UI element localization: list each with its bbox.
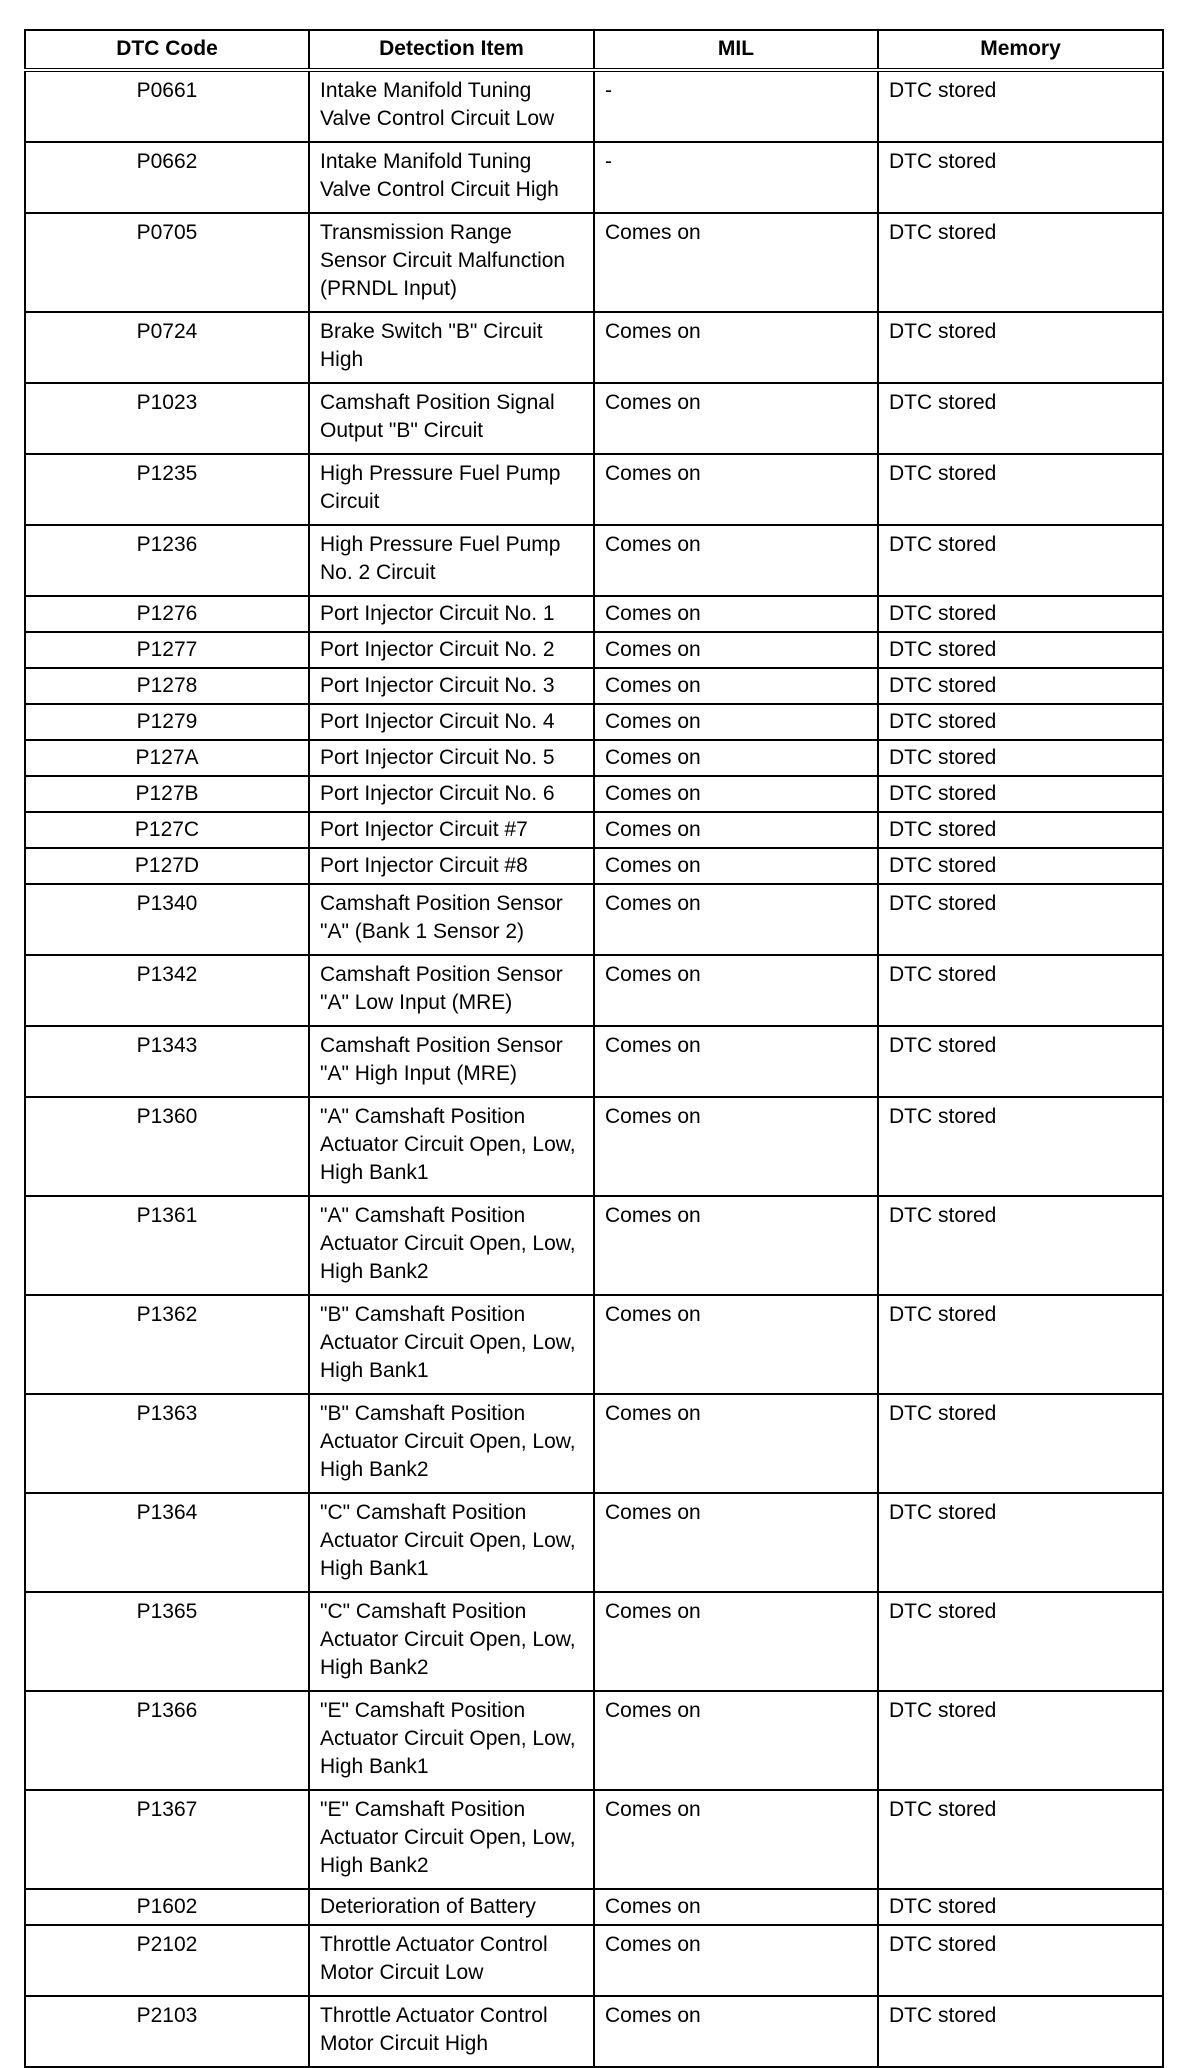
memory-cell: DTC stored bbox=[878, 1592, 1163, 1691]
memory-cell: DTC stored bbox=[878, 1295, 1163, 1394]
memory-cell: DTC stored bbox=[878, 1493, 1163, 1592]
mil-cell: Comes on bbox=[594, 776, 878, 812]
dtc-code-cell: P1366 bbox=[25, 1691, 309, 1790]
dtc-code-cell: P1235 bbox=[25, 454, 309, 525]
memory-cell: DTC stored bbox=[878, 596, 1163, 632]
dtc-code-cell: P1279 bbox=[25, 704, 309, 740]
detection-item-cell: "A" Camshaft Position Actuator Circuit Open, Low, High Bank1 bbox=[309, 1097, 594, 1196]
header-mil: MIL bbox=[594, 30, 878, 70]
mil-cell: Comes on bbox=[594, 1196, 878, 1295]
memory-cell: DTC stored bbox=[878, 1889, 1163, 1925]
table-row bbox=[25, 1493, 1163, 1592]
detection-item-cell: "B" Camshaft Position Actuator Circuit Open, Low, High Bank2 bbox=[309, 1394, 594, 1493]
memory-cell: DTC stored bbox=[878, 1996, 1163, 2067]
detection-item-cell: Port Injector Circuit No. 4 bbox=[309, 704, 594, 740]
table-row bbox=[25, 1925, 1163, 1996]
dtc-code-cell: P1363 bbox=[25, 1394, 309, 1493]
table-header bbox=[25, 30, 1163, 70]
dtc-code-cell: P127B bbox=[25, 776, 309, 812]
mil-cell: Comes on bbox=[594, 1394, 878, 1493]
table-row bbox=[25, 776, 1163, 812]
table-row bbox=[25, 1295, 1163, 1394]
memory-cell: DTC stored bbox=[878, 812, 1163, 848]
detection-item-cell: "C" Camshaft Position Actuator Circuit Open, Low, High Bank2 bbox=[309, 1592, 594, 1691]
detection-item-cell: Deterioration of Battery bbox=[309, 1889, 594, 1925]
memory-cell: DTC stored bbox=[878, 142, 1163, 213]
memory-cell: DTC stored bbox=[878, 1097, 1163, 1196]
dtc-code-cell: P1340 bbox=[25, 884, 309, 955]
dtc-code-cell: P2103 bbox=[25, 1996, 309, 2067]
dtc-code-cell: P1602 bbox=[25, 1889, 309, 1925]
mil-cell: - bbox=[594, 142, 878, 213]
table-row bbox=[25, 312, 1163, 383]
memory-cell: DTC stored bbox=[878, 312, 1163, 383]
detection-item-cell: Intake Manifold Tuning Valve Control Circuit High bbox=[309, 142, 594, 213]
detection-item-cell: Port Injector Circuit No. 6 bbox=[309, 776, 594, 812]
detection-item-cell: High Pressure Fuel Pump No. 2 Circuit bbox=[309, 525, 594, 596]
dtc-code-cell: P0661 bbox=[25, 70, 309, 142]
mil-cell: Comes on bbox=[594, 668, 878, 704]
table-row bbox=[25, 1026, 1163, 1097]
mil-cell: Comes on bbox=[594, 1790, 878, 1889]
table-row bbox=[25, 1691, 1163, 1790]
dtc-code-cell: P127C bbox=[25, 812, 309, 848]
header-dtc-code: DTC Code bbox=[25, 30, 309, 70]
mil-cell: Comes on bbox=[594, 1996, 878, 2067]
table-row bbox=[25, 383, 1163, 454]
memory-cell: DTC stored bbox=[878, 454, 1163, 525]
mil-cell: Comes on bbox=[594, 1493, 878, 1592]
mil-cell: Comes on bbox=[594, 1097, 878, 1196]
memory-cell: DTC stored bbox=[878, 1691, 1163, 1790]
detection-item-cell: Port Injector Circuit No. 2 bbox=[309, 632, 594, 668]
table-row bbox=[25, 142, 1163, 213]
memory-cell: DTC stored bbox=[878, 704, 1163, 740]
detection-item-cell: Camshaft Position Sensor "A" Low Input (MRE) bbox=[309, 955, 594, 1026]
table-row bbox=[25, 1996, 1163, 2067]
header-detection-item: Detection Item bbox=[309, 30, 594, 70]
dtc-code-cell: P1365 bbox=[25, 1592, 309, 1691]
detection-item-cell: Port Injector Circuit #8 bbox=[309, 848, 594, 884]
detection-item-cell: Throttle Actuator Control Motor Circuit Low bbox=[309, 1925, 594, 1996]
memory-cell: DTC stored bbox=[878, 525, 1163, 596]
memory-cell: DTC stored bbox=[878, 1925, 1163, 1996]
mil-cell: Comes on bbox=[594, 1691, 878, 1790]
dtc-code-cell: P2102 bbox=[25, 1925, 309, 1996]
detection-item-cell: "A" Camshaft Position Actuator Circuit Open, Low, High Bank2 bbox=[309, 1196, 594, 1295]
dtc-code-cell: P0724 bbox=[25, 312, 309, 383]
mil-cell: Comes on bbox=[594, 704, 878, 740]
mil-cell: Comes on bbox=[594, 1026, 878, 1097]
memory-cell: DTC stored bbox=[878, 1026, 1163, 1097]
dtc-code-cell: P1362 bbox=[25, 1295, 309, 1394]
detection-item-cell: "B" Camshaft Position Actuator Circuit Open, Low, High Bank1 bbox=[309, 1295, 594, 1394]
mil-cell: Comes on bbox=[594, 454, 878, 525]
mil-cell: Comes on bbox=[594, 525, 878, 596]
mil-cell: Comes on bbox=[594, 1295, 878, 1394]
mil-cell: Comes on bbox=[594, 1925, 878, 1996]
mil-cell: Comes on bbox=[594, 383, 878, 454]
dtc-code-cell: P1360 bbox=[25, 1097, 309, 1196]
dtc-code-cell: P1367 bbox=[25, 1790, 309, 1889]
mil-cell: Comes on bbox=[594, 848, 878, 884]
memory-cell: DTC stored bbox=[878, 70, 1163, 142]
memory-cell: DTC stored bbox=[878, 383, 1163, 454]
memory-cell: DTC stored bbox=[878, 632, 1163, 668]
detection-item-cell: "E" Camshaft Position Actuator Circuit Open, Low, High Bank1 bbox=[309, 1691, 594, 1790]
memory-cell: DTC stored bbox=[878, 740, 1163, 776]
dtc-code-cell: P1278 bbox=[25, 668, 309, 704]
memory-cell: DTC stored bbox=[878, 884, 1163, 955]
dtc-code-cell: P1277 bbox=[25, 632, 309, 668]
detection-item-cell: Port Injector Circuit No. 5 bbox=[309, 740, 594, 776]
mil-cell: Comes on bbox=[594, 312, 878, 383]
memory-cell: DTC stored bbox=[878, 1394, 1163, 1493]
detection-item-cell: "E" Camshaft Position Actuator Circuit Open, Low, High Bank2 bbox=[309, 1790, 594, 1889]
mil-cell: Comes on bbox=[594, 812, 878, 848]
table-row bbox=[25, 213, 1163, 312]
detection-item-cell: Port Injector Circuit No. 3 bbox=[309, 668, 594, 704]
header-memory: Memory bbox=[878, 30, 1163, 70]
table-row bbox=[25, 1790, 1163, 1889]
dtc-code-cell: P1276 bbox=[25, 596, 309, 632]
detection-item-cell: Camshaft Position Sensor "A" High Input (MRE) bbox=[309, 1026, 594, 1097]
table-row bbox=[25, 884, 1163, 955]
mil-cell: Comes on bbox=[594, 1592, 878, 1691]
table-row bbox=[25, 668, 1163, 704]
dtc-code-cell: P1361 bbox=[25, 1196, 309, 1295]
detection-item-cell: Camshaft Position Signal Output "B" Circuit bbox=[309, 383, 594, 454]
memory-cell: DTC stored bbox=[878, 1196, 1163, 1295]
memory-cell: DTC stored bbox=[878, 848, 1163, 884]
table-row bbox=[25, 632, 1163, 668]
mil-cell: Comes on bbox=[594, 596, 878, 632]
dtc-code-cell: P1023 bbox=[25, 383, 309, 454]
table-row bbox=[25, 1196, 1163, 1295]
mil-cell: Comes on bbox=[594, 955, 878, 1026]
detection-item-cell: Transmission Range Sensor Circuit Malfunction (PRNDL Input) bbox=[309, 213, 594, 312]
dtc-code-cell: P127A bbox=[25, 740, 309, 776]
table-row bbox=[25, 740, 1163, 776]
header-row bbox=[25, 30, 1163, 70]
table-row bbox=[25, 1394, 1163, 1493]
dtc-code-cell: P0662 bbox=[25, 142, 309, 213]
memory-cell: DTC stored bbox=[878, 776, 1163, 812]
detection-item-cell: Camshaft Position Sensor "A" (Bank 1 Sensor 2) bbox=[309, 884, 594, 955]
dtc-code-cell: P1343 bbox=[25, 1026, 309, 1097]
table-body bbox=[25, 70, 1163, 2067]
table-row bbox=[25, 1097, 1163, 1196]
table-row bbox=[25, 812, 1163, 848]
mil-cell: Comes on bbox=[594, 1889, 878, 1925]
detection-item-cell: High Pressure Fuel Pump Circuit bbox=[309, 454, 594, 525]
table-row bbox=[25, 848, 1163, 884]
table-row bbox=[25, 454, 1163, 525]
detection-item-cell: Intake Manifold Tuning Valve Control Circuit Low bbox=[309, 70, 594, 142]
memory-cell: DTC stored bbox=[878, 213, 1163, 312]
detection-item-cell: Throttle Actuator Control Motor Circuit High bbox=[309, 1996, 594, 2067]
mil-cell: Comes on bbox=[594, 632, 878, 668]
table-row bbox=[25, 1592, 1163, 1691]
table-row bbox=[25, 1889, 1163, 1925]
table-row bbox=[25, 955, 1163, 1026]
table-row bbox=[25, 596, 1163, 632]
memory-cell: DTC stored bbox=[878, 1790, 1163, 1889]
memory-cell: DTC stored bbox=[878, 955, 1163, 1026]
mil-cell: Comes on bbox=[594, 213, 878, 312]
detection-item-cell: Brake Switch "B" Circuit High bbox=[309, 312, 594, 383]
dtc-code-cell: P1364 bbox=[25, 1493, 309, 1592]
dtc-code-cell: P1342 bbox=[25, 955, 309, 1026]
memory-cell: DTC stored bbox=[878, 668, 1163, 704]
table-row bbox=[25, 70, 1163, 142]
detection-item-cell: Port Injector Circuit No. 1 bbox=[309, 596, 594, 632]
dtc-code-cell: P0705 bbox=[25, 213, 309, 312]
mil-cell: - bbox=[594, 70, 878, 142]
table-row bbox=[25, 704, 1163, 740]
detection-item-cell: "C" Camshaft Position Actuator Circuit Open, Low, High Bank1 bbox=[309, 1493, 594, 1592]
dtc-table bbox=[24, 29, 1164, 2068]
table-row bbox=[25, 525, 1163, 596]
dtc-code-cell: P1236 bbox=[25, 525, 309, 596]
detection-item-cell: Port Injector Circuit #7 bbox=[309, 812, 594, 848]
mil-cell: Comes on bbox=[594, 884, 878, 955]
mil-cell: Comes on bbox=[594, 740, 878, 776]
dtc-code-cell: P127D bbox=[25, 848, 309, 884]
